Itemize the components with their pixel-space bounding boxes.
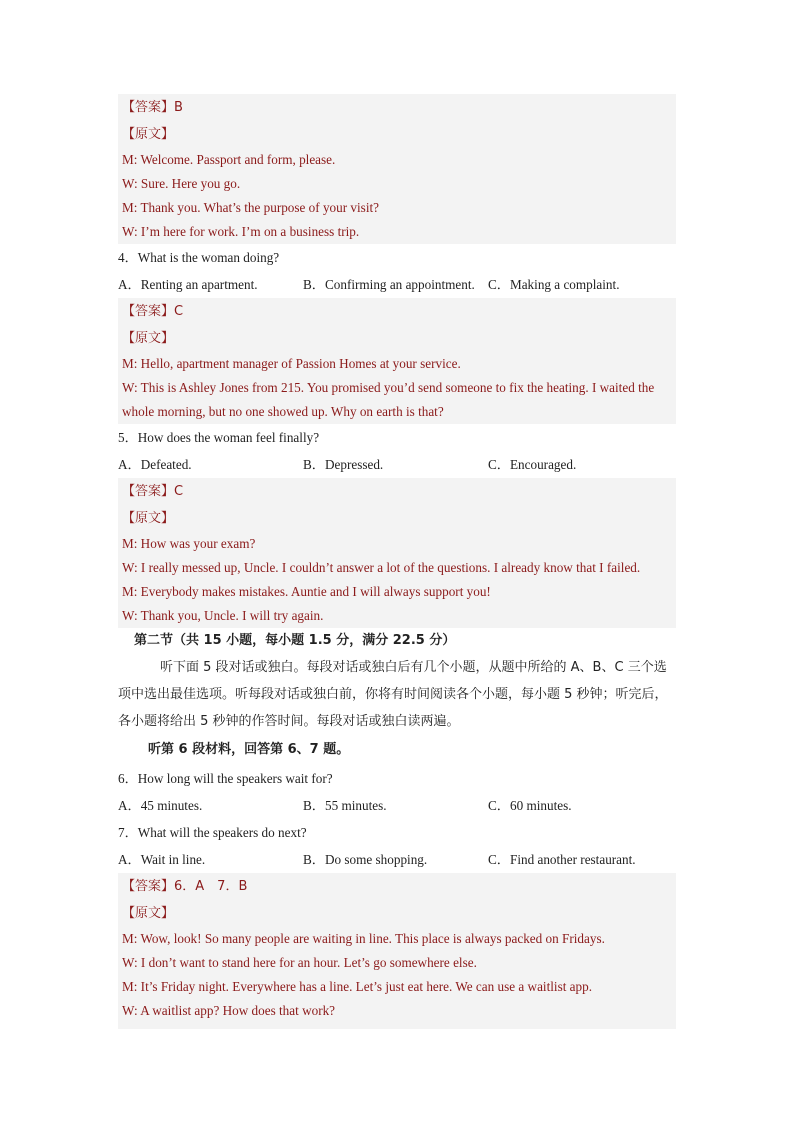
answer-line [122,298,672,325]
transcript-label: 【原文】 [122,331,175,346]
answer-label: 【答案】 [122,879,175,894]
question-4: 4．What is the woman doing? [118,250,280,265]
answer-label: 【答案】 [122,484,175,499]
option-c: C．Find another restaurant. [488,852,636,867]
dialogue-line: W: Thank you, Uncle. I will try again. [122,608,324,623]
answer-value: C [174,304,184,319]
dialogue-line: M: Welcome. Passport and form, please. [122,152,336,167]
option-c: C．60 minutes. [488,798,572,813]
answer-line [122,94,672,121]
answer-block-q6-7 [118,873,676,1029]
answer-line [122,873,672,900]
dialogue-line: M: Everybody makes mistakes. Auntie and I will always support you! [122,584,491,599]
option-a: A．Renting an apartment. [118,277,258,292]
option-c: C．Encouraged. [488,457,577,472]
answer-block-q5 [118,478,676,628]
dialogue-line: M: How was your exam? [122,536,256,551]
answer-label: 【答案】 [122,100,175,115]
transcript-label: 【原文】 [122,511,175,526]
option-a: A．Wait in line. [118,852,206,867]
option-b: B．Confirming an appointment. [303,277,475,292]
dialogue-line: M: It’s Friday night. Everywhere has a line. Let’s just eat here. We can use a waitlist app. [122,979,593,994]
option-b: B．Do some shopping. [303,852,428,867]
transcript-label: 【原文】 [122,906,175,921]
answer-value: C [174,484,184,499]
dialogue-line: W: A waitlist app? How does that work? [122,1003,336,1018]
question-7: 7．What will the speakers do next? [118,825,307,840]
option-b: B．55 minutes. [303,798,387,813]
option-a: A．45 minutes. [118,798,203,813]
option-b: B．Depressed. [303,457,384,472]
dialogue-line: W: This is Ashley Jones from 215. You promised you’d send someone to fix the heating. I waited the whole morning, but no one showed up. Why on earth is that? [122,380,655,419]
material-heading: 听第 6 段材料，回答第 6、7 题。 [148,742,350,757]
dialogue-line: W: Sure. Here you go. [122,176,241,191]
answer-value: B [174,100,183,115]
dialogue-line: W: I don’t want to stand here for an hour. Let’s go somewhere else. [122,955,477,970]
dialogue-line: M: Hello, apartment manager of Passion Homes at your service. [122,356,461,371]
question-5: 5．How does the woman feel finally? [118,430,320,445]
options-q4 [118,271,676,298]
options-q7 [118,846,676,873]
answer-line [122,478,672,505]
option-c: C．Making a complaint. [488,277,620,292]
dialogue-line: W: I really messed up, Uncle. I couldn’t answer a lot of the questions. I already know that I failed. [122,560,641,575]
dialogue-line: W: I’m here for work. I’m on a business trip. [122,224,360,239]
answer-block-q4 [118,298,676,424]
answer-block-q3 [118,94,676,244]
section-heading: 第二节（共 15 小题，每小题 1.5 分，满分 22.5 分） [134,633,456,648]
section-instructions: 听下面 5 段对话或独白。每段对话或独白后有几个小题，从题中所给的 A、B、C 三个选项中选出最佳选项。听每段对话或独白前，你将有时间阅读各个小题，每小题 5 秒钟；听完后，各小题将给出 5 秒钟的作答时间。每段对话或独白读两遍。 [118,660,668,729]
dialogue-line: M: Wow, look! So many people are waiting in line. This place is always packed on Fridays. [122,931,605,946]
dialogue-line: M: Thank you. What’s the purpose of your visit? [122,200,380,215]
answer-label: 【答案】 [122,304,175,319]
options-q6 [118,792,676,819]
answer-value: 6．A 7．B [174,879,248,894]
question-6: 6．How long will the speakers wait for? [118,771,333,786]
options-q5 [118,451,676,478]
document-page [118,94,676,1029]
transcript-label: 【原文】 [122,127,175,142]
option-a: A．Defeated. [118,457,192,472]
